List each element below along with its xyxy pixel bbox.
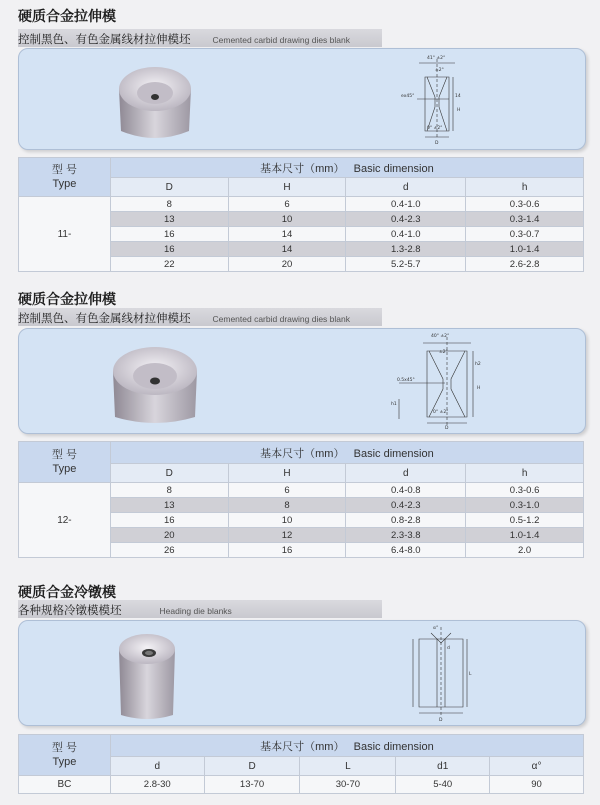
table-cell: 0.3-0.6 xyxy=(466,483,584,498)
type-label-en: Type xyxy=(52,756,77,768)
drawing-label-angle: 40° ±2° xyxy=(431,334,450,339)
table-cell: 26 xyxy=(110,543,228,558)
basic-dimension-header xyxy=(110,158,583,178)
basic-en: Basic dimension xyxy=(353,740,434,753)
model-cell: 11- xyxy=(19,197,111,272)
table-cell: 13-70 xyxy=(204,776,300,794)
drawing-label-d: d xyxy=(447,646,450,651)
column-header: D xyxy=(204,757,300,776)
basic-en: Basic dimension xyxy=(353,162,434,175)
section-subtitle xyxy=(18,310,350,326)
technical-drawing xyxy=(379,329,509,433)
table-cell: 2.8-30 xyxy=(110,776,204,794)
basic-dimension-header xyxy=(110,735,583,757)
table-cell: 14 xyxy=(228,227,346,242)
drawing-label-exit: 0° ±2° xyxy=(433,410,449,415)
die-blank-image xyxy=(109,621,189,725)
section-title: 硬质合金拉伸模 xyxy=(18,291,116,307)
basic-dimension-header xyxy=(110,442,583,464)
drawing-label-H: H xyxy=(477,386,481,391)
model-cell: BC xyxy=(19,776,111,794)
table-cell: 20 xyxy=(110,528,228,543)
table-row xyxy=(19,776,584,794)
table-cell: 0.4-0.8 xyxy=(346,483,466,498)
column-header: H xyxy=(228,464,346,483)
table-cell: 0.4-1.0 xyxy=(346,197,466,212)
technical-drawing xyxy=(397,49,507,149)
table-cell: 16 xyxy=(110,242,228,257)
drawing-label-chamfer: ex45° xyxy=(401,94,415,99)
table-cell: 5.2-5.7 xyxy=(346,257,466,272)
technical-drawing xyxy=(401,621,501,725)
table-row xyxy=(19,483,584,498)
table-cell: 0.4-2.3 xyxy=(346,212,466,227)
subtitle-bar xyxy=(18,29,382,47)
table-cell: 2.6-2.8 xyxy=(466,257,584,272)
type-header xyxy=(19,735,111,776)
table-cell: 16 xyxy=(110,513,228,528)
table-cell: 10 xyxy=(228,513,346,528)
subtitle-cn: 各种规格冷镦模模坯 xyxy=(18,605,122,617)
column-header: α° xyxy=(490,757,584,776)
drawing-label-alpha: α° xyxy=(433,626,439,631)
drawing-label-D: D xyxy=(439,718,443,723)
drawing-label-tol: ±2° xyxy=(439,350,448,355)
table-cell: 13 xyxy=(110,498,228,513)
product-panel xyxy=(18,48,586,150)
table-cell: 0.8-2.8 xyxy=(346,513,466,528)
subtitle-cn: 控制黑色、有色金属线材拉伸模坯 xyxy=(18,34,191,46)
table-cell: 6 xyxy=(228,197,346,212)
drawing-label-tol: ±2° xyxy=(435,68,444,73)
table-cell: 1.0-1.4 xyxy=(466,528,584,543)
model-cell: 12- xyxy=(19,483,111,558)
drawing-label-D: D xyxy=(445,426,449,431)
drawing-label-h2: h2 xyxy=(475,362,481,367)
table-cell: 12 xyxy=(228,528,346,543)
spec-table xyxy=(18,157,584,272)
table-cell: 20 xyxy=(228,257,346,272)
basic-cn: 基本尺寸（mm） xyxy=(260,740,345,753)
subtitle-cn: 控制黑色、有色金属线材拉伸模坯 xyxy=(18,313,191,325)
die-blank-image xyxy=(107,49,217,149)
table-cell: 0.3-1.0 xyxy=(466,498,584,513)
table-cell: 0.5-1.2 xyxy=(466,513,584,528)
column-header: d xyxy=(110,757,204,776)
table-cell: 13 xyxy=(110,212,228,227)
table-cell: 2.0 xyxy=(466,543,584,558)
drawing-label-angle: 41° ±2° xyxy=(427,56,446,61)
table-cell: 10 xyxy=(228,212,346,227)
table-cell: 90 xyxy=(490,776,584,794)
table-cell: 5-40 xyxy=(396,776,490,794)
basic-cn: 基本尺寸（mm） xyxy=(260,162,345,175)
section-subtitle xyxy=(18,31,350,47)
table-cell: 6.4-8.0 xyxy=(346,543,466,558)
column-header: D xyxy=(110,178,228,197)
table-cell: 16 xyxy=(228,543,346,558)
drawing-label-h: 14 xyxy=(455,94,461,99)
drawing-label-h1: h1 xyxy=(391,402,397,407)
die-blank-image xyxy=(99,329,219,433)
table-cell: 14 xyxy=(228,242,346,257)
drawing-label-chamfer: 0.5x45° xyxy=(397,378,415,383)
drawing-label-H: H xyxy=(457,108,461,113)
drawing-label-exit: 0° ±2° xyxy=(427,126,443,131)
section-title: 硬质合金拉伸模 xyxy=(18,8,116,24)
table-cell: 1.0-1.4 xyxy=(466,242,584,257)
type-header xyxy=(19,442,111,483)
column-header: D xyxy=(110,464,228,483)
basic-en: Basic dimension xyxy=(353,447,434,460)
table-cell: 16 xyxy=(110,227,228,242)
subtitle-en: Cemented carbid drawing dies blank xyxy=(212,35,350,45)
column-header: d xyxy=(346,464,466,483)
subtitle-en: Cemented carbid drawing dies blank xyxy=(212,314,350,324)
product-panel xyxy=(18,328,586,434)
table-cell: 30-70 xyxy=(300,776,396,794)
type-label-cn: 型 号 xyxy=(51,742,77,754)
section-title: 硬质合金冷镦模 xyxy=(18,584,116,600)
table-cell: 0.3-0.6 xyxy=(466,197,584,212)
table-cell: 0.3-0.7 xyxy=(466,227,584,242)
product-panel xyxy=(18,620,586,726)
column-header: d xyxy=(346,178,466,197)
table-cell: 8 xyxy=(228,498,346,513)
table-cell: 8 xyxy=(110,483,228,498)
column-header: h xyxy=(466,178,584,197)
table-cell: 6 xyxy=(228,483,346,498)
subtitle-en: Heading die blanks xyxy=(159,606,232,616)
subtitle-bar xyxy=(18,308,382,326)
type-label-en: Type xyxy=(52,178,77,190)
column-header: h xyxy=(466,464,584,483)
column-header: H xyxy=(228,178,346,197)
column-header: d1 xyxy=(396,757,490,776)
table-cell: 1.3-2.8 xyxy=(346,242,466,257)
spec-table xyxy=(18,441,584,558)
table-row xyxy=(19,197,584,212)
table-cell: 0.3-1.4 xyxy=(466,212,584,227)
type-label-cn: 型 号 xyxy=(51,164,77,176)
section-subtitle xyxy=(18,602,232,618)
subtitle-bar xyxy=(18,600,382,618)
table-cell: 0.4-2.3 xyxy=(346,498,466,513)
column-header: L xyxy=(300,757,396,776)
type-label-cn: 型 号 xyxy=(51,449,77,461)
drawing-label-L: L xyxy=(469,672,472,677)
table-cell: 22 xyxy=(110,257,228,272)
type-label-en: Type xyxy=(52,463,77,475)
table-cell: 2.3-3.8 xyxy=(346,528,466,543)
drawing-label-D: D xyxy=(435,141,439,146)
spec-table xyxy=(18,734,584,794)
table-cell: 8 xyxy=(110,197,228,212)
type-header xyxy=(19,158,111,197)
basic-cn: 基本尺寸（mm） xyxy=(260,447,345,460)
table-cell: 0.4-1.0 xyxy=(346,227,466,242)
